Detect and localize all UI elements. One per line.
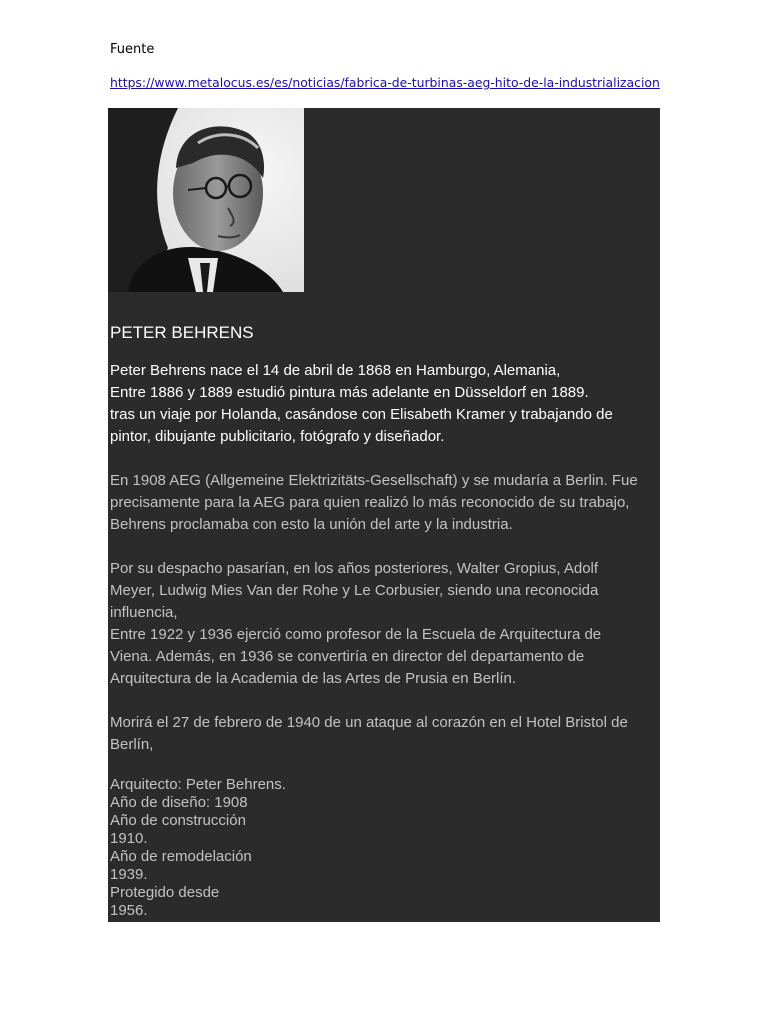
text-line: influencia, bbox=[110, 604, 178, 621]
paragraph-death bbox=[110, 712, 662, 756]
text-line: Viena. Además, en 1936 se convertiría en director del departamento de bbox=[110, 648, 585, 665]
fact-line: Año de construcción bbox=[110, 812, 246, 829]
text-line: Morirá el 27 de febrero de 1940 de un ataque al corazón en el Hotel Bristol de bbox=[110, 714, 628, 731]
fact-line: Arquitecto: Peter Behrens. bbox=[110, 776, 286, 793]
source-label: Fuente bbox=[110, 42, 155, 57]
fact-line: Año de remodelación bbox=[110, 848, 252, 865]
source-link[interactable]: https://www.metalocus.es/es/noticias/fabrica-de-turbinas-aeg-hito-de-la-industrializacion bbox=[110, 75, 660, 90]
text-line: Arquitectura de la Academia de las Artes de Prusia en Berlín. bbox=[110, 670, 517, 687]
text-line: Meyer, Ludwig Mies Van der Rohe y Le Corbusier, siendo una reconocida bbox=[110, 582, 599, 599]
fact-line: Año de diseño: 1908 bbox=[110, 794, 248, 811]
fact-line: 1910. bbox=[110, 830, 148, 847]
text-line: pintor, dibujante publicitario, fotógrafo y diseñador. bbox=[110, 428, 445, 445]
text-line: Por su despacho pasarían, en los años posteriores, Walter Gropius, Adolf bbox=[110, 560, 599, 577]
fact-line: Protegido desde bbox=[110, 884, 220, 901]
text-line: En 1908 AEG (Allgemeine Elektrizitäts-Gesellschaft) y se mudaría a Berlin. Fue bbox=[110, 472, 638, 489]
fact-line: 1956. bbox=[110, 902, 148, 919]
text-line: Entre 1886 y 1889 estudió pintura más adelante en Düsseldorf en 1889. bbox=[110, 384, 589, 401]
text-line: tras un viaje por Holanda, casándose con Elisabeth Kramer y trabajando de bbox=[110, 406, 613, 423]
text-line: Peter Behrens nace el 14 de abril de 1868 en Hamburgo, Alemania, bbox=[110, 362, 561, 379]
biography-content bbox=[110, 322, 662, 920]
text-line: precisamente para la AEG para quien realizó lo más reconocido de su trabajo, bbox=[110, 494, 630, 511]
paragraph-aeg bbox=[110, 470, 662, 536]
fact-line: 1939. bbox=[110, 866, 148, 883]
page-title: PETER BEHRENS bbox=[110, 323, 254, 342]
text-line: Behrens proclamaba con esto la unión del arte y la industria. bbox=[110, 516, 513, 533]
building-facts bbox=[110, 776, 662, 920]
paragraph-influence bbox=[110, 558, 662, 690]
paragraph-early-life bbox=[110, 360, 662, 448]
text-line: Entre 1922 y 1936 ejerció como profesor de la Escuela de Arquitectura de bbox=[110, 626, 602, 643]
text-line: Berlín, bbox=[110, 736, 154, 753]
portrait-photo bbox=[108, 108, 304, 292]
